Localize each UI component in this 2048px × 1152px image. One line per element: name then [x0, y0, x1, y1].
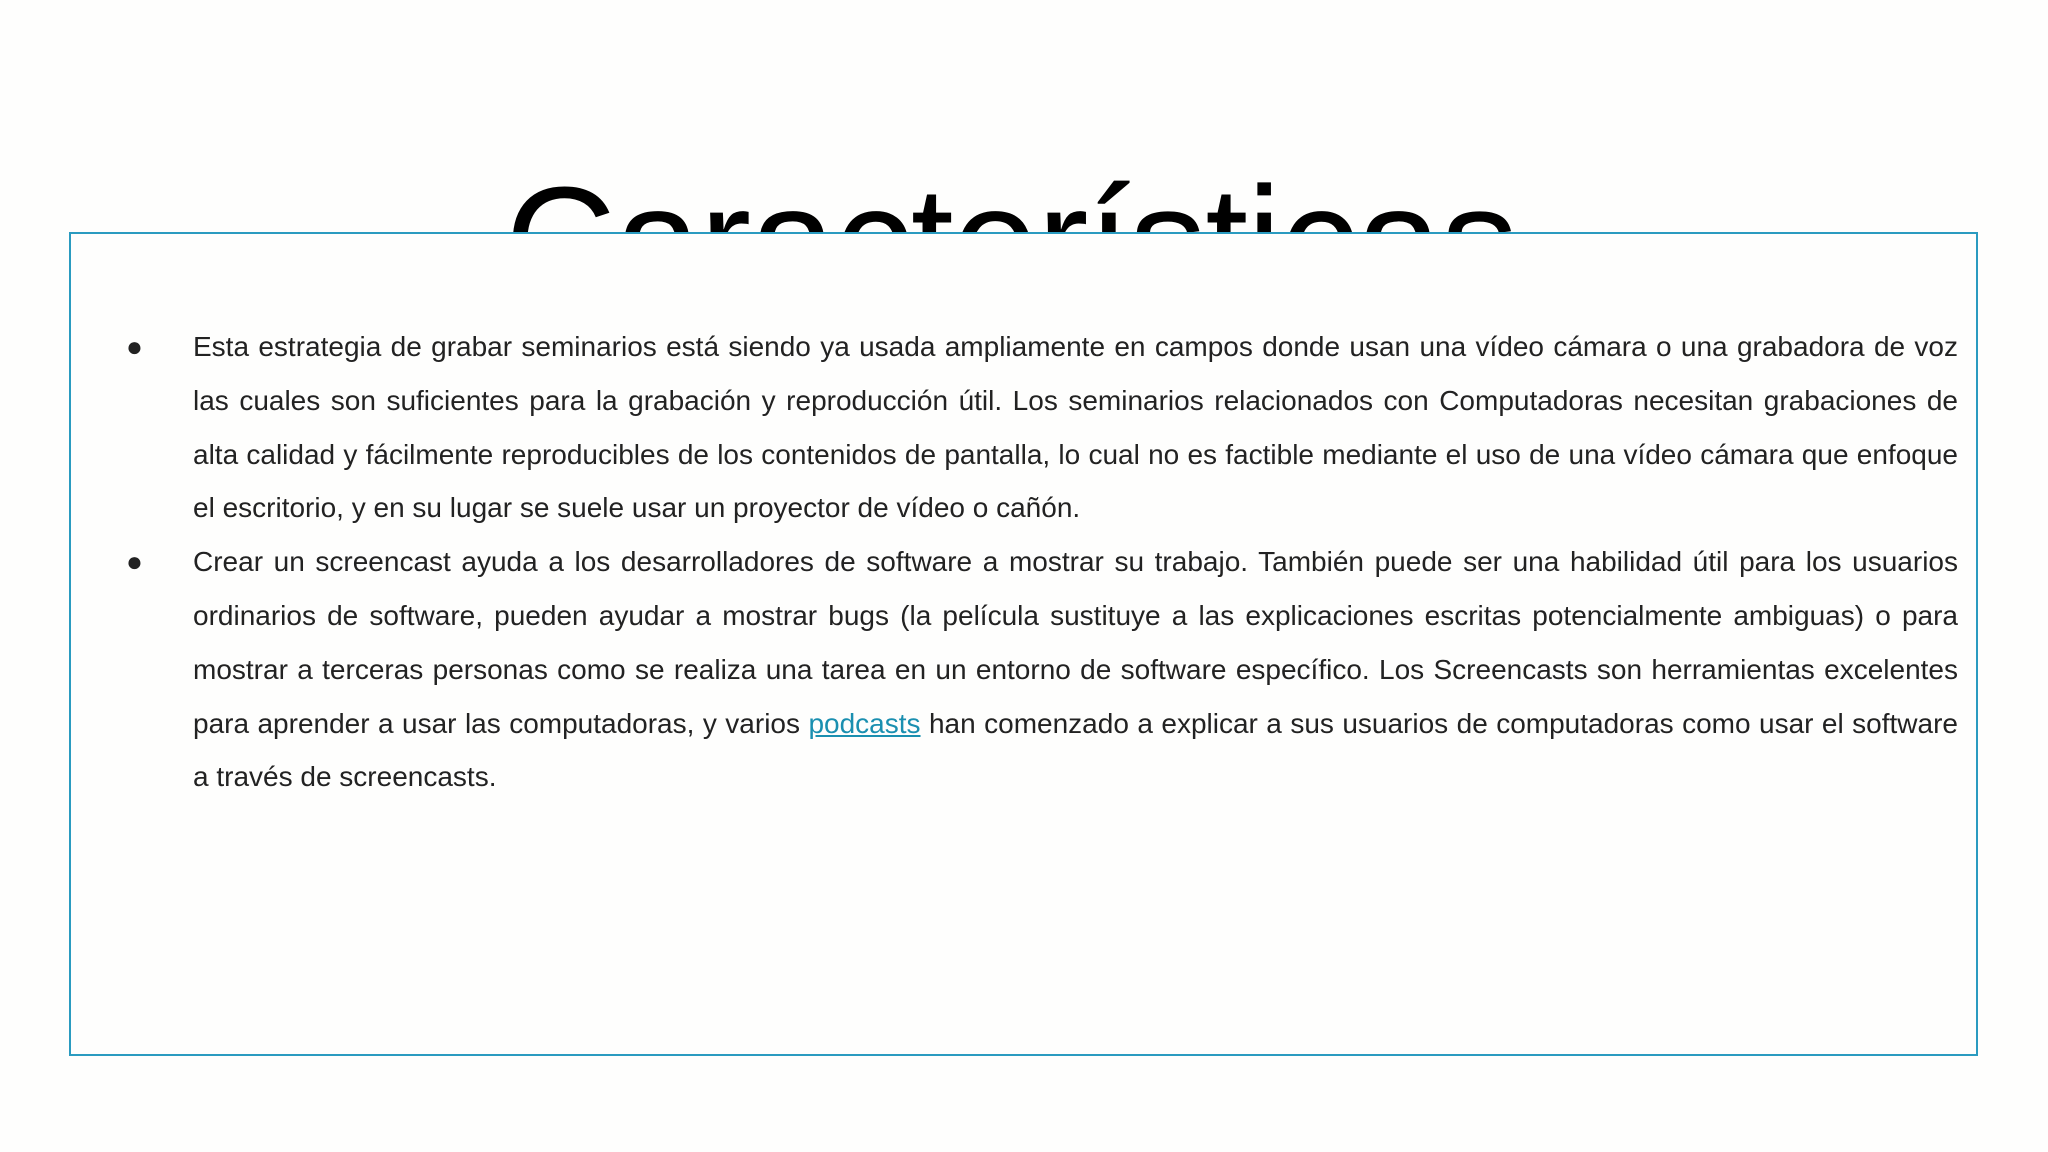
bullet-list [123, 320, 1958, 804]
list-item [123, 320, 1958, 535]
list-item [123, 535, 1958, 804]
bullet-dot-icon: ● [126, 331, 143, 362]
bullet-text-after-link: han comenzado a explicar a sus usuarios de computadoras como usar el software a través de screencasts. [193, 707, 1958, 793]
bullet-text-before-link: Crear un screencast ayuda a los desarrolladores de software a mostrar su trabajo. También puede ser una habilidad útil para los usuarios ordinarios de software, pueden ayudar a mostrar bugs (la película sustituye a las explicaciones escritas potencialmente ambiguas) o para mostrar a terceras personas como se realiza una tarea en un entorno de software específico. Los Screencasts son herramientas excelentes para aprender a usar las computadoras, y varios [193, 546, 1958, 739]
bullet-text: Esta estrategia de grabar seminarios está siendo ya usada ampliamente en campos donde usan una vídeo cámara o una grabadora de voz las cuales son suficientes para la grabación y reproducción útil. Los seminarios relacionados con Computadoras necesitan grabaciones de alta calidad y fácilmente reproducibles de los contenidos de pantalla, lo cual no es factible mediante el uso de una vídeo cámara que enfoque el escritorio, y en su lugar se suele usar un proyector de vídeo o cañón. [193, 331, 1958, 524]
bullet-dot-icon: ● [126, 546, 143, 578]
podcasts-link[interactable]: podcasts [808, 707, 921, 739]
